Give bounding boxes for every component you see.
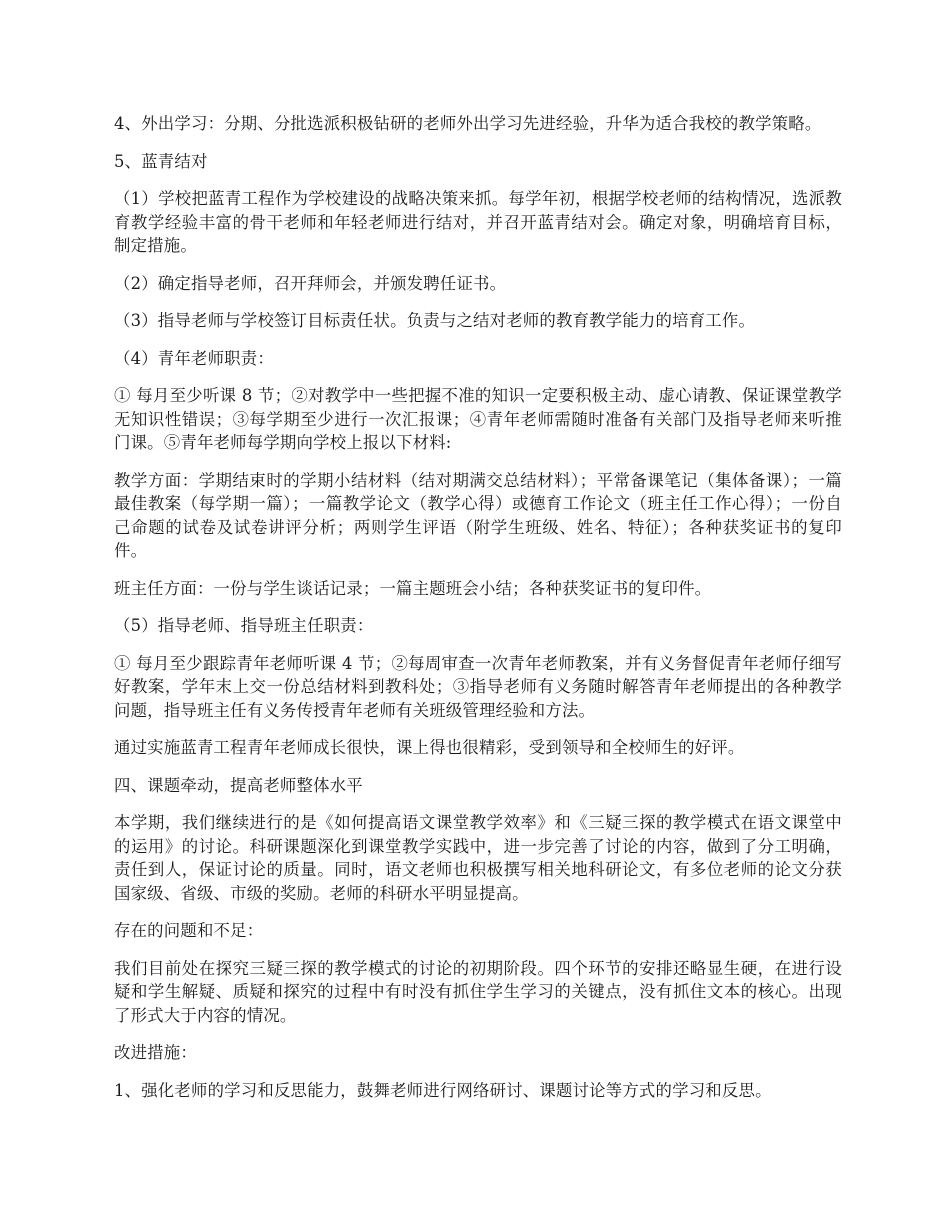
paragraph-problems: 我们目前处在探究三疑三探的教学模式的讨论的初期阶段。四个环节的安排还略显生硬，在进行设疑和学生解疑、质疑和探究的过程中有时没有抓住学生学习的关键点，没有抓住文本的核心。出现了形式大于内容的情况。 <box>114 958 842 1025</box>
paragraph-pairing-1: （1）学校把蓝青工程作为学校建设的战略决策来抓。每学年初，根据学校老师的结构情况，选派教育教学经验丰富的骨干老师和年轻老师进行结对，并召开蓝青结对会。确定对象，明确培育目标，制定措施。 <box>114 189 842 255</box>
paragraph-outside-study: 4、外出学习：分期、分批选派积极钻研的老师外出学习先进经验，升华为适合我校的教学策略。 <box>114 114 822 133</box>
paragraph-pairing-5: （5）指导老师、指导班主任职责： <box>114 616 374 635</box>
document-page <box>114 112 842 1116</box>
paragraph-pairing-2: （2）确定指导老师，召开拜师会，并颁发聘任证书。 <box>114 273 507 293</box>
paragraph-teaching-materials: 教学方面：学期结束时的学期小结材料（结对期满交总结材料）；平常备课笔记（集体备课）；一篇最佳教案（每学期一篇）；一篇教学论文（教学心得）或德育工作论文（班主任工作心得）；一份自己命题的试卷及试卷讲评分析；两则学生评语（附学生班级、姓名、特征）；各种获奖证书的复印件。 <box>114 470 842 560</box>
paragraph-young-teacher-duties: ① 每月至少听课 8 节；②对教学中一些把握不准的知识一定要积极主动、虚心请教、保证课堂教学无知识性错误；③每学期至少进行一次汇报课；④青年老师需随时准备有关部门及指导老师来听推门课。⑤青年老师每学期向学校上报以下材料: <box>114 386 842 452</box>
heading-improvements: 改进措施： <box>114 1043 197 1062</box>
heading-problems: 存在的问题和不足： <box>114 921 264 940</box>
paragraph-mentor-duties: ① 每月至少跟踪青年老师听课 4 节；②每周审查一次青年老师教案，并有义务督促青年老师仔细写好教案，学年末上交一份总结材料到教科处；③指导老师有义务随时解答青年老师提出的各种教学问题，指导班主任有义务传授青年老师有关班级管理经验和方法。 <box>114 653 842 720</box>
paragraph-class-teacher-materials: 班主任方面：一份与学生谈话记录；一篇主题班会小结；各种获奖证书的复印件。 <box>114 578 712 598</box>
paragraph-pairing-3: （3）指导老师与学校签订目标责任状。负责与之结对老师的教育教学能力的培育工作。 <box>114 311 756 330</box>
paragraph-improvement-1: 1、强化老师的学习和反思能力，鼓舞老师进行网络研讨、课题讨论等方式的学习和反思。 <box>114 1080 772 1100</box>
heading-research: 四、课题牵动，提高老师整体水平 <box>114 775 363 795</box>
paragraph-pairing-4: （4）青年老师职责： <box>114 348 274 368</box>
paragraph-results: 通过实施蓝青工程青年老师成长很快，课上得也很精彩，受到领导和全校师生的好评。 <box>114 738 745 757</box>
paragraph-research: 本学期，我们继续进行的是《如何提高语文课堂教学效率》和《三疑三探的教学模式在语文课堂中的运用》的讨论。科研课题深化到课堂教学实践中，进一步完善了讨论的内容，做到了分工明确，责任到人，保证讨论的质量。同时，语文老师也积极撰写相关地科研论文，有多位老师的论文分获国家级、省级、市级的奖励。老师的科研水平明显提高。 <box>114 813 842 903</box>
heading-mentor-pairing: 5、蓝青结对 <box>114 151 208 171</box>
